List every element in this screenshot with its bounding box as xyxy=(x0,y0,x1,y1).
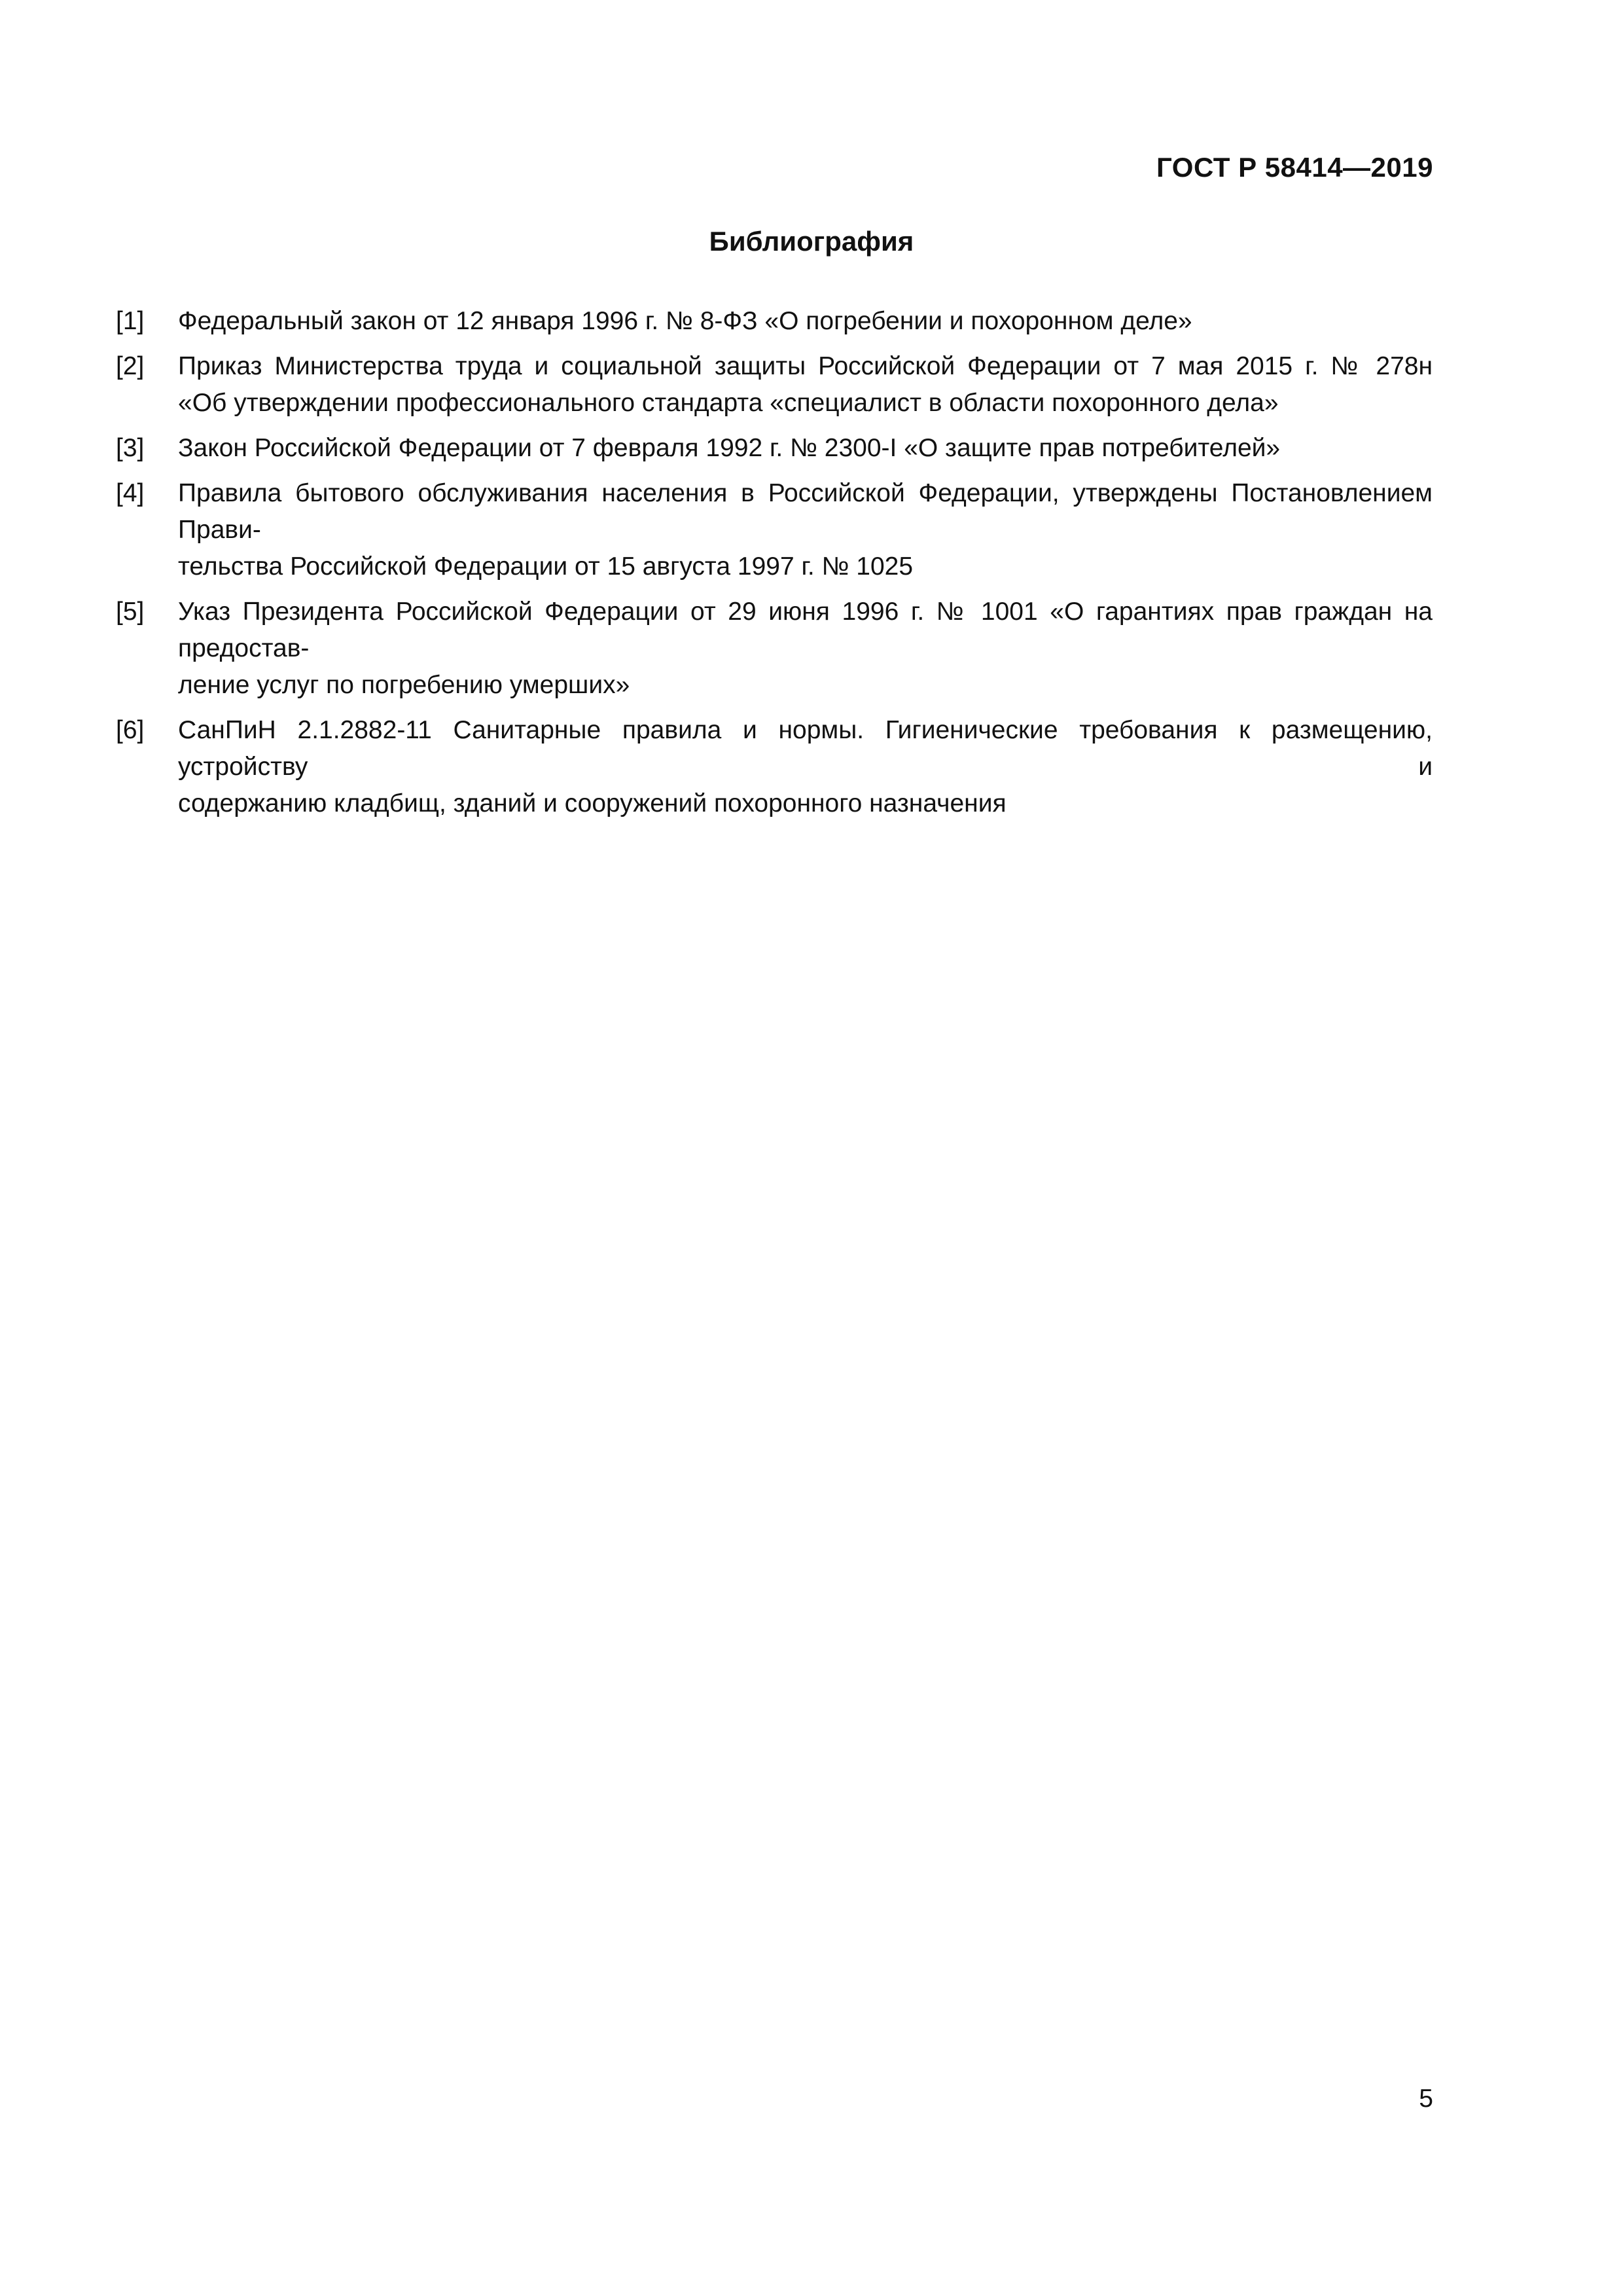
section-title: Библиография xyxy=(709,226,914,257)
bibliography-item-line: содержанию кладбищ, зданий и сооружений похоронного назначения xyxy=(178,789,1007,817)
bibliography-item-line: ление услуг по погребению умерших» xyxy=(178,671,630,699)
bibliography-item xyxy=(116,712,1433,822)
bibliography-item-text xyxy=(178,430,1433,467)
bibliography-item xyxy=(116,594,1433,704)
bibliography-item-line: СанПиН 2.1.2882-11 Санитарные правила и нормы. Гигиенические требования к размещению, устройству и xyxy=(178,716,1433,781)
bibliography-item-number: [5] xyxy=(116,598,145,626)
bibliography-item-line: Приказ Министерства труда и социальной защиты Российской Федерации от 7 мая 2015 г. № 278н xyxy=(178,352,1433,380)
bibliography-item-number: [2] xyxy=(116,352,145,380)
bibliography-item-line: «Об утверждении профессионального стандарта «специалист в области похоронного дела» xyxy=(178,389,1279,417)
bibliography-item xyxy=(116,475,1433,585)
bibliography-item-line: Закон Российской Федерации от 7 февраля 1992 г. № 2300-I «О защите прав потребителей» xyxy=(178,434,1281,462)
bibliography-item-number: [6] xyxy=(116,716,145,744)
bibliography-item xyxy=(116,348,1433,422)
bibliography-item-number: [3] xyxy=(116,434,145,462)
bibliography-item-text xyxy=(178,475,1433,585)
page-number: 5 xyxy=(1419,2085,1433,2113)
bibliography-list xyxy=(116,303,1433,831)
bibliography-item-line: Федеральный закон от 12 января 1996 г. № 8-ФЗ «О погребении и похоронном деле» xyxy=(178,307,1192,335)
bibliography-item xyxy=(116,303,1433,340)
bibliography-item-text xyxy=(178,348,1433,422)
bibliography-item-text xyxy=(178,712,1433,822)
bibliography-item-number: [4] xyxy=(116,479,145,507)
bibliography-item-text xyxy=(178,303,1433,340)
bibliography-item-line: тельства Российской Федерации от 15 августа 1997 г. № 1025 xyxy=(178,552,914,581)
bibliography-item-line: Правила бытового обслуживания населения в Российской Федерации, утверждены Постановлением Прави- xyxy=(178,479,1433,544)
bibliography-item-number: [1] xyxy=(116,307,145,335)
bibliography-item-line: Указ Президента Российской Федерации от 29 июня 1996 г. № 1001 «О гарантиях прав граждан на предостав- xyxy=(178,598,1433,662)
bibliography-item xyxy=(116,430,1433,467)
document-code: ГОСТ Р 58414—2019 xyxy=(1156,152,1433,183)
bibliography-item-text xyxy=(178,594,1433,704)
